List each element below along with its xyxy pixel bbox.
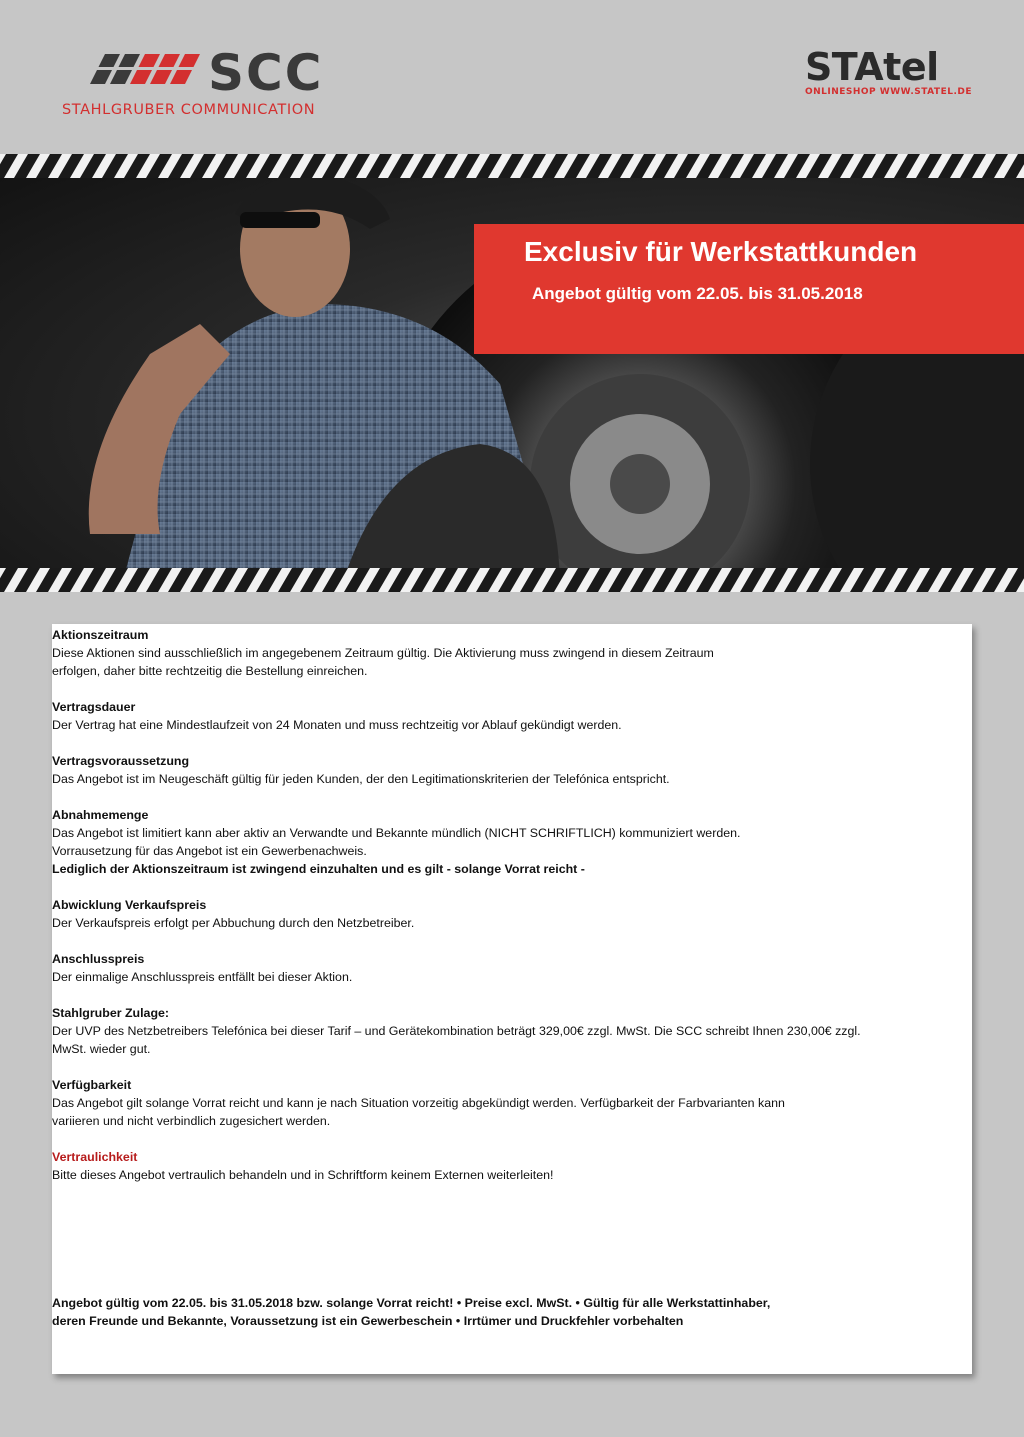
section-text: erfolgen, daher bitte rechtzeitig die Bestellung einreichen. [52, 664, 368, 678]
section-text: MwSt. wieder gut. [52, 1042, 151, 1056]
section-heading: Anschlusspreis [52, 952, 145, 966]
scc-logo-subtitle: STAHLGRUBER COMMUNICATION [62, 102, 316, 118]
section-text: Das Angebot ist im Neugeschäft gültig für jeden Kunden, der den Legitimationskriterien der Telefónica entspricht. [52, 772, 670, 786]
section-text: variieren und nicht verbindlich zugesichert werden. [52, 1114, 331, 1128]
hazard-stripe-bottom [0, 568, 1024, 592]
section-text: Der Verkaufspreis erfolgt per Abbuchung durch den Netzbetreiber. [52, 916, 415, 930]
footer-line: Angebot gültig vom 22.05. bis 31.05.2018 bzw. solange Vorrat reicht! • Preise excl. MwSt. • Gültig für alle Werkstattinhaber, [52, 1296, 771, 1310]
hero-banner [0, 154, 1024, 592]
section-text: Diese Aktionen sind ausschließlich im angegebenem Zeitraum gültig. Die Aktivierung muss zwingend in diesem Zeitraum [52, 646, 714, 660]
section-text: Der Vertrag hat eine Mindestlaufzeit von 24 Monaten und muss rechtzeitig vor Ablauf gekündigt werden. [52, 718, 622, 732]
footer-line: deren Freunde und Bekannte, Voraussetzung ist ein Gewerbeschein • Irrtümer und Druckfehler vorbehalten [52, 1314, 684, 1328]
statel-logo-text: STAtel [804, 45, 939, 89]
scc-logo [62, 44, 342, 124]
section-stahlgruber-zulage [52, 1004, 952, 1058]
promo-title: Exclusiv für Werkstattkunden [524, 236, 918, 267]
section-text: Der UVP des Netzbetreibers Telefónica bei dieser Tarif – und Gerätekombination beträgt 329,00€ zzgl. MwSt. Die SCC schreibt Ihnen 230,00€ zzgl. [52, 1024, 861, 1038]
section-verfuegbarkeit [52, 1076, 952, 1130]
scc-logo-text: SCC [208, 44, 324, 102]
footer-note [52, 1294, 952, 1330]
terms-sections [52, 626, 952, 1202]
statel-logo [804, 45, 972, 97]
section-bold-text: Lediglich der Aktionszeitraum ist zwingend einzuhalten und es gilt - solange Vorrat reicht - [52, 862, 585, 876]
promo-subtitle: Angebot gültig vom 22.05. bis 31.05.2018 [532, 284, 863, 303]
section-vertragsvoraussetzung [52, 752, 952, 788]
section-text: Das Angebot ist limitiert kann aber aktiv an Verwandte und Bekannte mündlich (NICHT SCHRIFTLICH) kommuniziert werden. [52, 826, 741, 840]
section-heading: Vertragsdauer [52, 700, 136, 714]
promo-box [474, 224, 1024, 354]
section-vertraulichkeit [52, 1148, 952, 1184]
section-text: Der einmalige Anschlusspreis entfällt bei dieser Aktion. [52, 970, 353, 984]
section-text: Das Angebot gilt solange Vorrat reicht und kann je nach Situation vorzeitig abgekündigt werden. Verfügbarkeit der Farbvarianten kann [52, 1096, 785, 1110]
terms-card [52, 624, 972, 1374]
hero-photo-illustration [0, 154, 1024, 592]
section-aktionszeitraum [52, 626, 952, 680]
section-vertragsdauer [52, 698, 952, 734]
section-text: Vorrausetzung für das Angebot ist ein Gewerbenachweis. [52, 844, 367, 858]
section-heading: Stahlgruber Zulage: [52, 1006, 170, 1020]
section-text: Bitte dieses Angebot vertraulich behandeln und in Schriftform keinem Externen weiterleiten! [52, 1168, 554, 1182]
section-abwicklung-verkaufspreis [52, 896, 952, 932]
section-heading: Abwicklung Verkaufspreis [52, 898, 207, 912]
section-heading: Abnahmemenge [52, 808, 149, 822]
section-abnahmemenge [52, 806, 952, 878]
scc-stripes-icon [80, 54, 200, 84]
section-heading: Vertraulichkeit [52, 1150, 138, 1164]
section-heading: Verfügbarkeit [52, 1078, 132, 1092]
hazard-stripe-top [0, 154, 1024, 178]
section-anschlusspreis [52, 950, 952, 986]
section-heading: Aktionszeitraum [52, 628, 149, 642]
section-heading: Vertragsvoraussetzung [52, 754, 190, 768]
statel-logo-subtitle: ONLINESHOP WWW.STATEL.DE [804, 87, 972, 97]
